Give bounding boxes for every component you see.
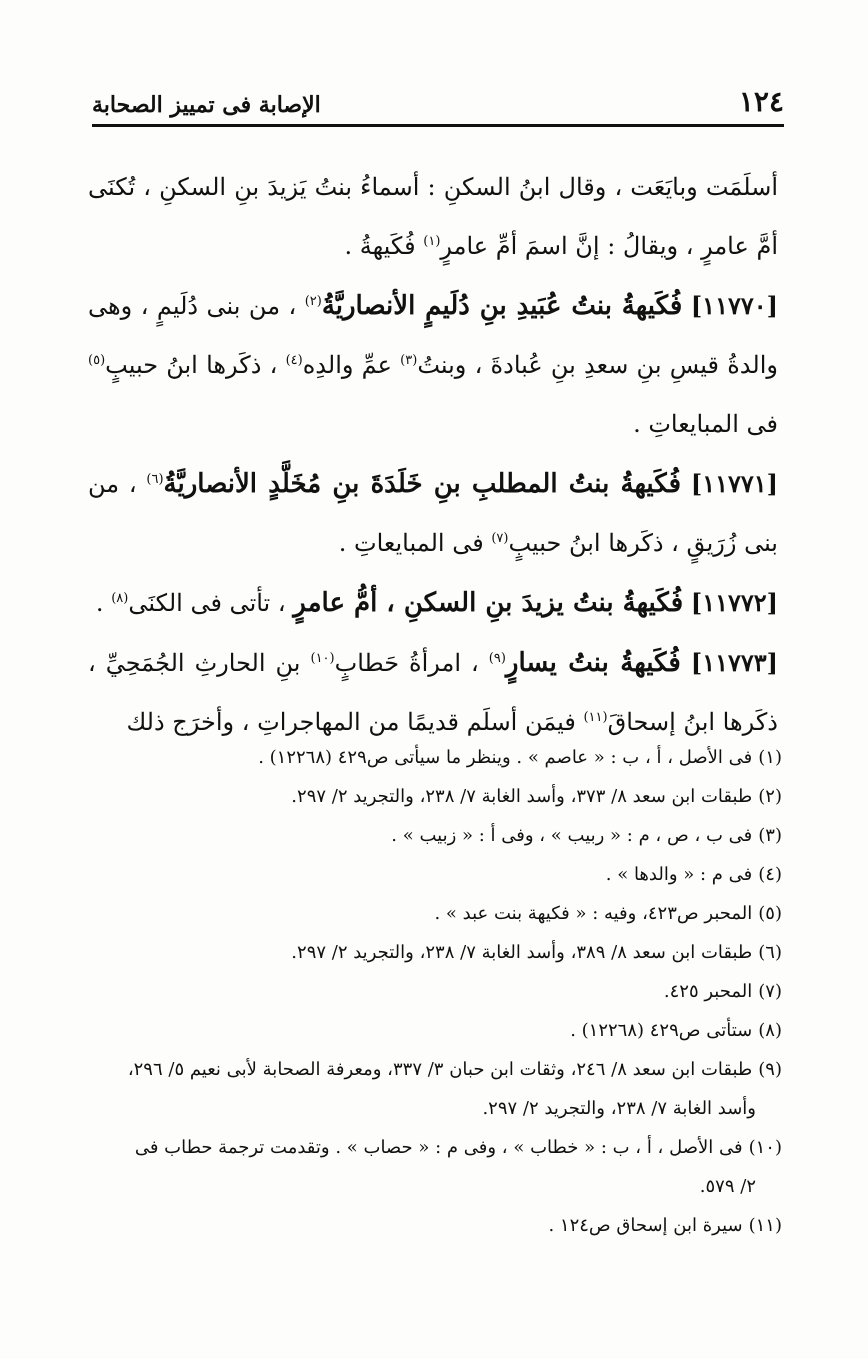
text-run: عمِّ والدِه — [302, 351, 392, 379]
entry-name: فُكَيهةُ بنتُ يسارٍ — [505, 648, 681, 678]
footnote-continuation: وأسد الغابة ٧/ ٢٣٨، والتجريد ٢/ ٢٩٧. — [482, 1098, 756, 1119]
page-number: ١٢٤ — [738, 85, 784, 118]
footnote — [92, 855, 782, 894]
footnote-number: (١) — [758, 747, 782, 768]
text-run: ، تأتى فى الكنَى — [128, 589, 286, 617]
footnote — [92, 1050, 782, 1089]
entry-number: [١١٧٧٢] — [690, 588, 778, 617]
entry-11771 — [88, 454, 778, 573]
footnote — [92, 738, 782, 777]
footnote-ref[interactable]: (٣) — [400, 353, 418, 368]
entry-number: [١١٧٧٣] — [690, 648, 778, 677]
text-run: بنِ الحارثِ الجُمَحِيِّ ، ذكَرها ابنُ إسحاقَ — [88, 649, 778, 736]
header-rule — [92, 124, 784, 127]
entry-number: [١١٧٧٠] — [690, 291, 778, 320]
footnote-ref[interactable]: (١) — [423, 234, 441, 249]
footnote-number: (١١) — [748, 1215, 782, 1236]
text-run: . — [95, 589, 104, 617]
text-run: ، من بنى دُلَيمٍ ، وهى والدةُ قيسِ بنِ سعدِ بنِ عُبادةَ ، وبنتُ — [88, 292, 778, 379]
footnote-ref[interactable]: (١٠) — [310, 651, 335, 666]
footnote-ref[interactable]: (٢) — [304, 294, 322, 309]
text-run: فيمَن أسلَم قديمًا من المهاجراتِ ، وأخرَج ذلك — [126, 708, 576, 736]
entry-11773 — [88, 633, 778, 752]
footnotes — [92, 738, 782, 1245]
footnote-ref[interactable]: (٨) — [111, 591, 129, 606]
text-run: فى المبايعاتِ . — [633, 410, 778, 438]
footnote-ref[interactable]: (٩) — [488, 651, 506, 666]
footnote-number: (٧) — [758, 981, 782, 1002]
footnote — [92, 1206, 782, 1245]
text-run: فى المبايعاتِ . — [338, 529, 484, 557]
text-run: أسلَمَت وبايَعَت ، وقال ابنُ السكنِ : أسماءُ بنتُ يَزيدَ بنِ السكنِ ، تُكنَى أمَّ — [88, 173, 778, 260]
footnote-text: المحبر ٤٢٥. — [663, 981, 753, 1002]
running-title: الإصابة فى تمييز الصحابة — [92, 92, 321, 118]
footnote-number: (٨) — [758, 1020, 782, 1041]
footnote-number: (٦) — [758, 942, 782, 963]
footnote-number: (٥) — [758, 903, 782, 924]
footnote-number: (١٠) — [748, 1137, 782, 1158]
text-run: ، من بنى زُرَيقٍ ، ذكَرها ابنُ حبيبٍ — [88, 470, 778, 557]
main-text — [88, 158, 778, 752]
footnote — [92, 816, 782, 855]
footnote-text: المحبر ص٤٢٣، وفيه : « فكيهة بنت عبد » . — [434, 903, 753, 924]
footnote-text: طبقات ابن سعد ٨/ ٢٤٦، وثقات ابن حبان ٣/ ٣٣٧، ومعرفة الصحابة لأبى نعيم ٥/ ٢٩٦، — [127, 1059, 753, 1080]
entry-11770 — [88, 276, 778, 454]
text-run: ، امرأةُ حَطابٍ — [334, 649, 479, 677]
footnote-number: (٢) — [758, 786, 782, 807]
footnote — [92, 972, 782, 1011]
footnote-ref[interactable]: (٧) — [491, 531, 509, 546]
footnote-ref[interactable]: (٤) — [285, 353, 303, 368]
footnote-number: (٣) — [758, 825, 782, 846]
footnote-text: سيرة ابن إسحاق ص١٢٤ . — [548, 1215, 743, 1236]
text-run: فُكَيهةُ . — [344, 232, 416, 260]
footnote-ref[interactable]: (١١) — [583, 710, 608, 725]
paragraph-intro — [88, 158, 778, 276]
footnote — [92, 777, 782, 816]
entry-number: [١١٧٧١] — [690, 469, 779, 498]
text-run: عامرٍ ، ويقالُ : إنَّ اسمَ أمِّ عامرٍ — [440, 232, 749, 260]
entry-name: فُكَيهةُ بنتُ يزيدَ بنِ السكنِ ، أمُّ عامرٍ — [293, 588, 684, 618]
footnote-text: طبقات ابن سعد ٨/ ٣٨٩، وأسد الغابة ٧/ ٢٣٨، والتجريد ٢/ ٢٩٧. — [291, 942, 753, 963]
footnote — [92, 933, 782, 972]
footnote-text: ستأتى ص٤٢٩ (١٢٢٦٨) . — [570, 1020, 753, 1041]
entry-11772 — [88, 573, 778, 633]
page-header — [92, 82, 784, 118]
footnote-ref[interactable]: (٦) — [146, 472, 164, 487]
footnote-text: فى الأصل ، أ ، ب : « عاصم » . وينظر ما سيأتى ص٤٢٩ (١٢٢٦٨) . — [258, 747, 753, 768]
footnote-text: فى الأصل ، أ ، ب : « خطاب » ، وفى م : « حصاب » . وتقدمت ترجمة حطاب فى — [134, 1137, 743, 1158]
footnote-text: طبقات ابن سعد ٨/ ٣٧٣، وأسد الغابة ٧/ ٢٣٨، والتجريد ٢/ ٢٩٧. — [291, 786, 753, 807]
footnote-text: فى ب ، ص ، م : « ربيب » ، وفى أ : « زبيب » . — [391, 825, 753, 846]
footnote-number: (٤) — [758, 864, 782, 885]
footnote-continuation: ٢/ ٥٧٩. — [699, 1176, 756, 1197]
footnote-number: (٩) — [758, 1059, 782, 1080]
footnote — [92, 894, 782, 933]
text-run: ، ذكَرها ابنُ حبيبٍ — [105, 351, 278, 379]
footnote-text: فى م : « والدها » . — [605, 864, 753, 885]
footnote-ref[interactable]: (٥) — [88, 353, 106, 368]
footnote — [92, 1011, 782, 1050]
footnote — [92, 1128, 782, 1167]
entry-name: فُكَيهةُ بنتُ المطلبِ بنِ خَلَدَةَ بنِ مُخَلَّدٍ الأنصاريَّةُ — [163, 469, 682, 499]
entry-name: فُكَيهةُ بنتُ عُبَيدِ بنِ دُلَيمٍ الأنصاريَّةُ — [321, 291, 683, 321]
